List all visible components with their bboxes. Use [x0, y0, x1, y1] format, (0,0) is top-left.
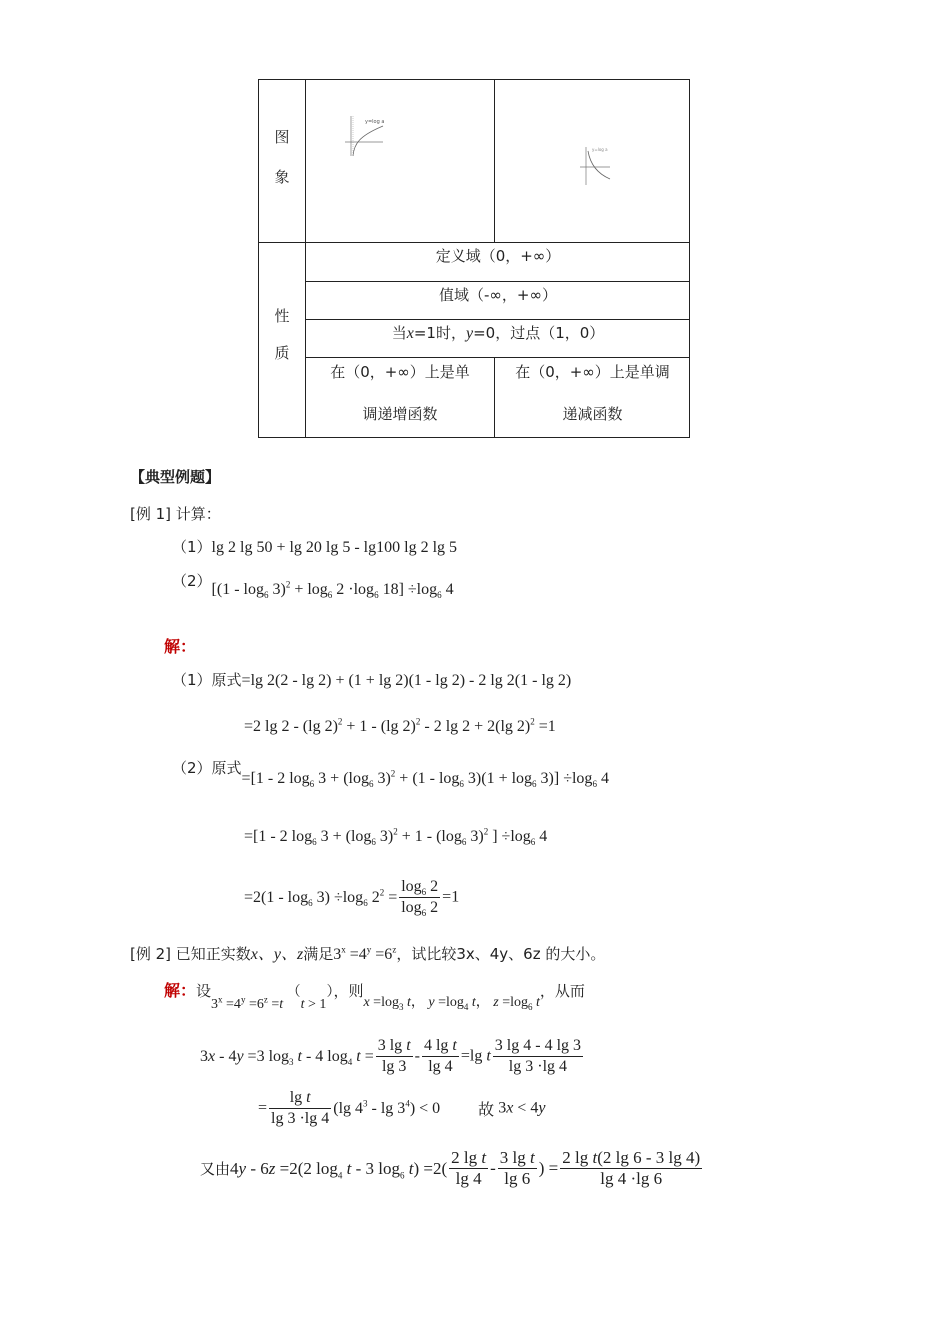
log-decreasing-graph	[578, 145, 612, 187]
property-label-char-2: 质	[274, 344, 290, 362]
left-mono-line-2: 调递增函数	[362, 405, 438, 423]
again-text: 又由	[200, 1160, 231, 1178]
example-2-solution-line-1	[164, 978, 585, 1012]
example-2-statement	[130, 941, 605, 964]
graph-left-label: y=log a	[365, 119, 385, 125]
example-2-solution-line-3: = $\frac{\text{lg t}}{\lg 3 \cdot\lg 4}$ (lg $4^3 - \lg 3^4) < 0$ 故 3x < 4y	[258, 1089, 546, 1127]
domain-cell: 定义域（0，+∞）	[435, 247, 561, 265]
example-2-condition: $3^x =4^y =6^z$	[333, 944, 397, 963]
solution-2-then: ，则	[333, 982, 364, 1000]
solution-2-cond: （t > 1）	[286, 985, 334, 1012]
example-2-solution-line-4: 又由4y - 6z =2(2 $\log_4 t - 3$ $\log_6 t) =2$( $\frac{\text{2 lg t}}{\lg 4}$ - $\frac{\text{3 lg t}}{\lg 6}$ ) = $\frac{\text{2 lg t(2 lg 6 - 3 lg 4)}}{\lg 4 \cdot\lg 6}$	[200, 1148, 701, 1188]
right-mono-line-2: 递减函数	[562, 405, 623, 423]
log-increasing-graph	[343, 112, 389, 158]
table-border-left	[258, 79, 259, 438]
solution-2-line-3: $=2(1 - \log_6 3) \div\log_6$ $2^2$ = $\frac{\log_6 2}{\log_6 2}$ =1	[244, 878, 460, 919]
solution-1-line-2: =2 lg 2 - (lg 2)$^2$ + 1 - (lg 2)$^2$ - 2 lg 2 + 2(lg 2)$^2$ =1	[244, 716, 556, 735]
example-1-label: [例 1] 计算：	[130, 505, 221, 523]
table-graph-divider	[494, 79, 495, 243]
left-mono-line-1: 在（0，+∞）上是单	[330, 363, 470, 381]
table-row-line-4	[305, 357, 690, 358]
solution-2-let: $3^x =4^y =6^z =t$	[211, 994, 284, 1012]
problem-2	[172, 572, 454, 601]
solution-1-line-1	[172, 669, 571, 690]
image-label-char-2: 象	[274, 168, 290, 186]
table-border-top	[258, 79, 690, 80]
solution-2-label: 解：	[164, 981, 197, 1000]
table-border-bottom	[258, 437, 690, 438]
therefore-text: 故	[478, 1100, 495, 1119]
problem-2-number: （2）	[172, 572, 212, 590]
solution-2-prefix: （2）原式	[172, 759, 242, 777]
property-label-char-1: 性	[274, 307, 290, 325]
right-mono-line-1: 在（0，+∞）上是单调	[515, 363, 670, 381]
solution-1-prefix: （1）原式	[172, 671, 242, 689]
fixed-point-cell	[306, 322, 690, 343]
problem-1	[172, 536, 457, 557]
fixed-point-mid1: =1时，	[413, 324, 466, 342]
problem-2-expr: [$(1 - \log_6 3)^2 + \log_6 2 \cdot\log_6$ $18] \div\log_6$ 4	[211, 579, 454, 601]
table-row-line-2	[305, 281, 690, 282]
solution-1-label: 解：	[164, 637, 197, 656]
fixed-point-pre: 当	[391, 324, 407, 342]
solution-1-expr-1: =lg 2(2 - lg 2) + (1 + lg 2)(1 - lg 2) - 2 lg 2(1 - lg 2)	[241, 672, 572, 689]
example-2-compare: ，试比较3x、4y、6z 的大小。	[396, 945, 606, 963]
example-2-cond-text: 满足	[303, 945, 334, 963]
solution-2-xyz: $x =\log_3$ t， $y =\log_4$ t， $z =\log_6$ t	[363, 995, 540, 1012]
example-2-vars: x、y、z	[250, 946, 304, 963]
example-2-label: [例 2] 已知正实数	[130, 945, 251, 963]
solution-2-line-2: =[1 - 2 $\log_6 3 + (\log_6$ $3)^2 + 1 - (\log_6$ 3)$^2$ ] $\div\log_6$ 4	[244, 826, 548, 848]
image-label-char-1: 图	[274, 128, 290, 146]
range-cell: 值域（-∞，+∞）	[439, 286, 557, 304]
fixed-point-y: y	[465, 325, 474, 342]
table-row-line-1	[258, 242, 690, 243]
solution-2-cong: ，从而	[539, 982, 585, 1000]
fixed-point-mid2: =0，过点（1，0）	[473, 324, 605, 342]
problem-1-number: （1）	[172, 538, 212, 556]
problem-1-expr: lg 2 lg 50 + lg 20 lg 5 - lg100 lg 2 lg 5	[211, 539, 458, 556]
solution-2-expr-1: =[1 - 2 $\log_6 3 + (\log_6$ $3)^2 + (1 - \log_6 3)(1 + \log_6 3)] \div\log_6$ 4	[241, 768, 609, 790]
solution-2-line-1	[172, 759, 609, 790]
fixed-point-x: x	[406, 325, 414, 342]
section-title: 【典型例题】	[130, 468, 221, 486]
example-2-solution-line-2: 3x - 4y =3 $\log_3 t - 4$ $\log_4 t$ = $\frac{\text{3 lg t}}{\lg 3}$ - $\frac{\text{4 lg t}}{\lg 4}$ =lg t $\frac{3 \lg 4 - 4 \lg 3}{\lg 3 \cdot\lg 4}$	[200, 1037, 582, 1075]
solution-2-set: 设	[196, 982, 212, 1000]
graph-right-label: y=log a	[592, 147, 608, 152]
table-row-line-3	[305, 319, 690, 320]
